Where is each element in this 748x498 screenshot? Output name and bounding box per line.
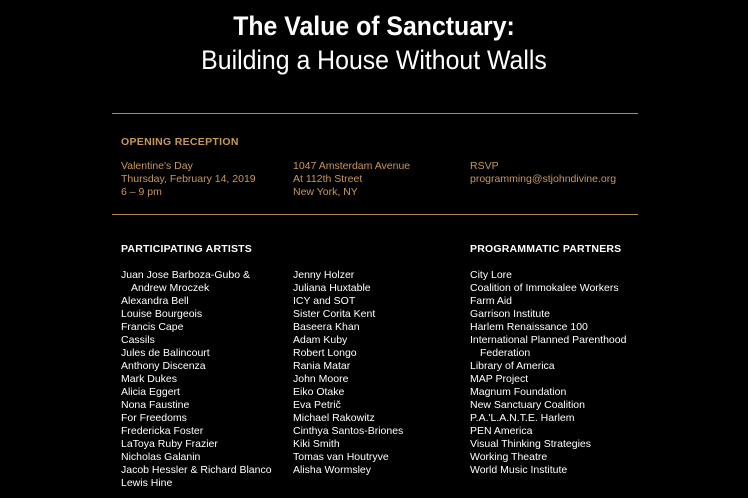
artists-list-column-1	[121, 269, 272, 490]
reception-date-line: Valentine's Day	[121, 160, 193, 172]
list-item: Nicholas Galanin	[121, 451, 201, 463]
list-item: Working Theatre	[470, 451, 548, 463]
list-item: Visual Thinking Strategies	[470, 438, 592, 450]
list-item: Andrew Mroczek	[131, 282, 210, 294]
list-item: New Sanctuary Coalition	[470, 399, 585, 411]
reception-address-line: New York, NY	[293, 186, 358, 198]
list-item: Juan Jose Barboza-Gubo &	[121, 269, 250, 281]
list-item: Alexandra Bell	[121, 295, 189, 307]
artists-list-column-2	[293, 269, 403, 477]
list-item: For Freedoms	[121, 412, 187, 424]
list-item: ICY and SOT	[293, 295, 356, 307]
list-item: Jacob Hessler & Richard Blanco	[121, 464, 272, 476]
list-item: Michael Rakowitz	[293, 412, 375, 424]
reception-rsvp-block	[470, 160, 616, 186]
list-item: PEN America	[470, 425, 533, 437]
partners-heading: PROGRAMMATIC PARTNERS	[470, 243, 622, 255]
list-item: Fredericka Foster	[121, 425, 204, 437]
list-item: MAP Project	[470, 373, 529, 385]
reception-label: OPENING RECEPTION	[121, 136, 239, 148]
list-item: Farm Aid	[470, 295, 513, 307]
partners-list	[470, 269, 626, 477]
list-item: LaToya Ruby Frazier	[121, 438, 218, 450]
list-item: Eiko Otake	[293, 386, 345, 398]
list-item: International Planned Parenthood	[470, 334, 627, 346]
list-item: Baseera Khan	[293, 321, 360, 333]
reception-address-line: 1047 Amsterdam Avenue	[293, 160, 411, 172]
list-item: Magnum Foundation	[470, 386, 567, 398]
list-item: World Music Institute	[470, 464, 568, 476]
reception-address-block	[293, 160, 410, 199]
list-item: Mark Dukes	[121, 373, 178, 385]
list-item: Harlem Renaissance 100	[470, 321, 588, 333]
list-item: Juliana Huxtable	[293, 282, 371, 294]
list-item: Robert Longo	[293, 347, 357, 359]
list-item: Cinthya Santos-Briones	[293, 425, 404, 437]
list-item: Sister Corita Kent	[293, 308, 376, 320]
rsvp-label: RSVP	[470, 160, 499, 172]
list-item: Francis Cape	[121, 321, 184, 333]
list-item: Anthony Discenza	[121, 360, 206, 372]
list-item: John Moore	[293, 373, 349, 385]
list-item: P.A.'L.A.N.T.E. Harlem	[470, 412, 575, 424]
title-line-1: The Value of Sanctuary:	[233, 11, 515, 41]
list-item: City Lore	[470, 269, 513, 281]
title-line-2: Building a House Without Walls	[201, 45, 547, 75]
list-item: Jenny Holzer	[293, 269, 355, 281]
list-item: Jules de Balincourt	[121, 347, 210, 359]
rsvp-email[interactable]: programming@stjohndivine.org	[470, 173, 617, 185]
list-item: Louise Bourgeois	[121, 308, 203, 320]
list-item: Tomas van Houtryve	[293, 451, 389, 463]
list-item: Cassils	[121, 334, 155, 346]
reception-address-line: At 112th Street	[293, 173, 363, 185]
list-item: Kiki Smith	[293, 438, 340, 450]
divider-bottom	[112, 214, 638, 215]
divider-top	[112, 113, 638, 114]
list-item: Library of America	[470, 360, 555, 372]
reception-date-line: 6 – 9 pm	[121, 186, 162, 198]
list-item: Nona Faustine	[121, 399, 190, 411]
list-item: Adam Kuby	[293, 334, 348, 346]
list-item: Rania Matar	[293, 360, 351, 372]
reception-date-block	[121, 160, 256, 199]
list-item: Alisha Wormsley	[293, 464, 371, 476]
list-item: Eva Petrič	[293, 399, 341, 411]
artists-heading: PARTICIPATING ARTISTS	[121, 243, 252, 255]
list-item: Lewis Hine	[121, 477, 173, 489]
list-item: Garrison Institute	[470, 308, 550, 320]
list-item: Alicia Eggert	[121, 386, 180, 398]
list-item: Federation	[480, 347, 531, 359]
reception-date-line: Thursday, February 14, 2019	[121, 173, 256, 185]
list-item: Coalition of Immokalee Workers	[470, 282, 619, 294]
